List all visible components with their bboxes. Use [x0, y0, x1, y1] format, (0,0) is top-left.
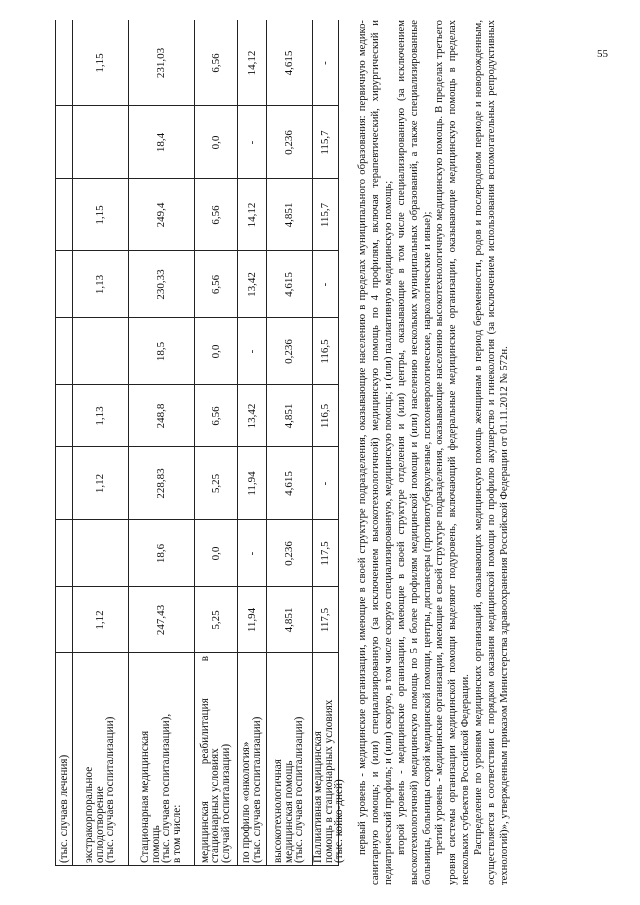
value-cell: 1,13 — [94, 406, 106, 426]
row-label-line: (тыс. случаев госпитализации) — [250, 716, 263, 863]
value-cell: 248,8 — [155, 403, 167, 429]
row-label-line: Паллиативная медицинская — [312, 731, 324, 863]
value-cell: - — [245, 349, 258, 354]
value-cell: 230,33 — [155, 269, 167, 300]
value-cell: 6,56 — [209, 53, 222, 73]
value-cell: 1,12 — [94, 610, 106, 630]
value-cell: 228,83 — [155, 468, 167, 499]
value-cell: 14,12 — [245, 50, 258, 76]
paragraph-level-1: первый уровень - медицинские организации, имеющие в своей структуре подразделения, оказывающие населению в пределах муниципального образования: первичную медико-санитарную помощь; и (или) специализированную (за исключением высокотехнологичной) медицинскую помощь по 4 профилям, включая терапевтический, хирургический и педиатрический профиль; и (или) скорую, в том числе скорую специализированную, медицинскую помощь; и (или) паллиативную медицинскую помощь; — [356, 20, 394, 885]
column-divider — [56, 519, 338, 520]
value-cell: 11,94 — [245, 607, 258, 633]
row-divider — [128, 20, 129, 865]
value-cell: 231,03 — [155, 47, 167, 79]
value-cell: 1,15 — [94, 205, 106, 225]
column-divider — [56, 317, 338, 318]
value-cell: 13,42 — [245, 272, 258, 297]
row-label-line: помощь в стационарных условиях — [322, 699, 335, 863]
row-label — [273, 656, 305, 863]
value-cell: - — [319, 481, 331, 486]
value-cell: 4,615 — [283, 272, 295, 297]
page-number: 55 — [597, 48, 608, 60]
value-cell: 0,236 — [283, 339, 295, 364]
column-divider — [56, 446, 338, 447]
value-cell: - — [319, 282, 331, 287]
value-cell: 1,15 — [94, 53, 106, 73]
column-divider — [56, 250, 338, 251]
value-cell: 14,12 — [245, 202, 258, 228]
row-label-line: оплодотворение — [93, 786, 106, 863]
value-cell: 115,7 — [319, 202, 331, 228]
row-label — [313, 656, 345, 863]
row-label-line: помощь — [149, 825, 162, 863]
row-label — [59, 656, 70, 863]
row-label-line: (случай госпитализации) — [219, 743, 232, 863]
value-cell: 117,5 — [319, 541, 331, 566]
value-cell: 1,12 — [94, 473, 106, 494]
row-divider — [194, 20, 195, 865]
row-label-line: медицинская помощь — [282, 760, 295, 863]
row-label-line: стационарных условиях — [209, 748, 222, 863]
value-cell: 5,25 — [209, 610, 222, 630]
value-cell: 18,4 — [155, 132, 167, 153]
value-cell: 6,56 — [209, 205, 222, 225]
value-cell: 0,236 — [283, 541, 295, 566]
row-label — [200, 656, 232, 863]
row-divider — [72, 20, 73, 865]
data-table — [55, 20, 346, 866]
value-cell: 6,56 — [209, 406, 222, 426]
row-label-word: в — [198, 656, 211, 662]
row-label-word: реабилитация — [198, 698, 211, 765]
row-label-word: медицинская — [198, 801, 211, 863]
row-label-line: (тыс. случаев лечения) — [57, 754, 70, 863]
paragraph-level-3: третий уровень - медицинские организации, имеющие в своей структуре подразделения, оказывающие населению высокотехнологичную медицинскую помощь. В пределах третьего уровня системы организации медицинской помощи выделяют подуровень, включающий федеральные медицинские организации, оказывающие медицинскую помощь в пределах нескольких субъектов Российской Федерации. — [433, 20, 472, 885]
value-cell: 0,0 — [209, 135, 222, 150]
column-divider — [56, 652, 338, 653]
value-cell: 115,7 — [319, 130, 331, 155]
value-cell: 247,43 — [155, 604, 167, 636]
value-cell: 116,5 — [319, 403, 331, 429]
value-cell: 13,42 — [245, 403, 258, 429]
value-cell: 0,236 — [283, 130, 295, 155]
value-cell: 6,56 — [209, 274, 222, 295]
row-label-line: высокотехнологичная — [272, 759, 284, 863]
value-cell: 116,5 — [319, 339, 331, 364]
row-label-line: Стационарная медицинская — [139, 730, 151, 863]
value-cell: - — [319, 61, 331, 65]
value-cell: 4,851 — [283, 202, 295, 228]
value-cell: 117,5 — [319, 607, 331, 633]
row-label-line: (тыс. случаев госпитализации) — [104, 716, 117, 863]
row-label — [84, 656, 116, 863]
value-cell: 0,0 — [209, 344, 222, 359]
paragraph-distribution: Распределение по уровням медицинских организаций, оказывающих медицинскую помощь женщинам в период беременности, родов и послеродовом периоде и новорожденным, осуществляется в соответствии с порядком оказания медицинской помощи по профилю акушерство и гинекология (за исключением использования вспомогательных репродуктивных технологий)», утвержденным приказом Министерства здравоохранения Российской Федерации от 01.11.2012 № 572н. — [472, 20, 510, 885]
row-divider — [237, 20, 238, 865]
row-label — [241, 656, 262, 863]
value-cell: 11,94 — [245, 471, 258, 496]
row-divider — [266, 20, 267, 865]
value-cell: 4,615 — [283, 50, 295, 76]
value-cell: 249,4 — [155, 202, 167, 228]
value-cell: 1,13 — [94, 274, 106, 295]
row-label — [140, 656, 182, 863]
value-cell: - — [245, 551, 258, 556]
value-cell: 18,6 — [155, 543, 167, 564]
value-cell: - — [245, 140, 258, 145]
column-divider — [56, 586, 338, 587]
column-divider — [56, 384, 338, 385]
value-cell: 0,0 — [209, 546, 222, 561]
value-cell: 18,5 — [155, 341, 167, 362]
row-label-line: экстракорпоральное — [83, 766, 95, 863]
paragraph-level-2: второй уровень - медицинские организации, имеющие в своей структуре отделения и (или) центры, оказывающие в том числе специализированную (за исключением высокотехнологичной) медицинскую помощь по 5 и более профилям медицинской помощи и (или) населению нескольких муниципальных образований, а также специализированные больницы, больницы скорой медицинской помощи, центры, диспансеры (противотуберкулезные, психоневрологические, наркологические и иные); — [394, 20, 433, 885]
row-label-line: (тыс. случаев госпитализации), — [160, 713, 173, 863]
value-cell: 5,25 — [209, 473, 222, 494]
row-label-line: (тыс. случаев госпитализации) — [293, 716, 306, 863]
row-label-line: (тыс. койко-дней) — [333, 779, 346, 863]
row-label-line: по профилю «онкология» — [240, 741, 252, 863]
footnote-text — [356, 20, 511, 885]
column-divider — [56, 178, 338, 179]
value-cell: 4,615 — [283, 471, 295, 496]
value-cell: 4,851 — [283, 403, 295, 429]
row-label-line: в том числе: — [170, 804, 183, 863]
value-cell: 4,851 — [283, 607, 295, 633]
column-divider — [56, 105, 338, 106]
